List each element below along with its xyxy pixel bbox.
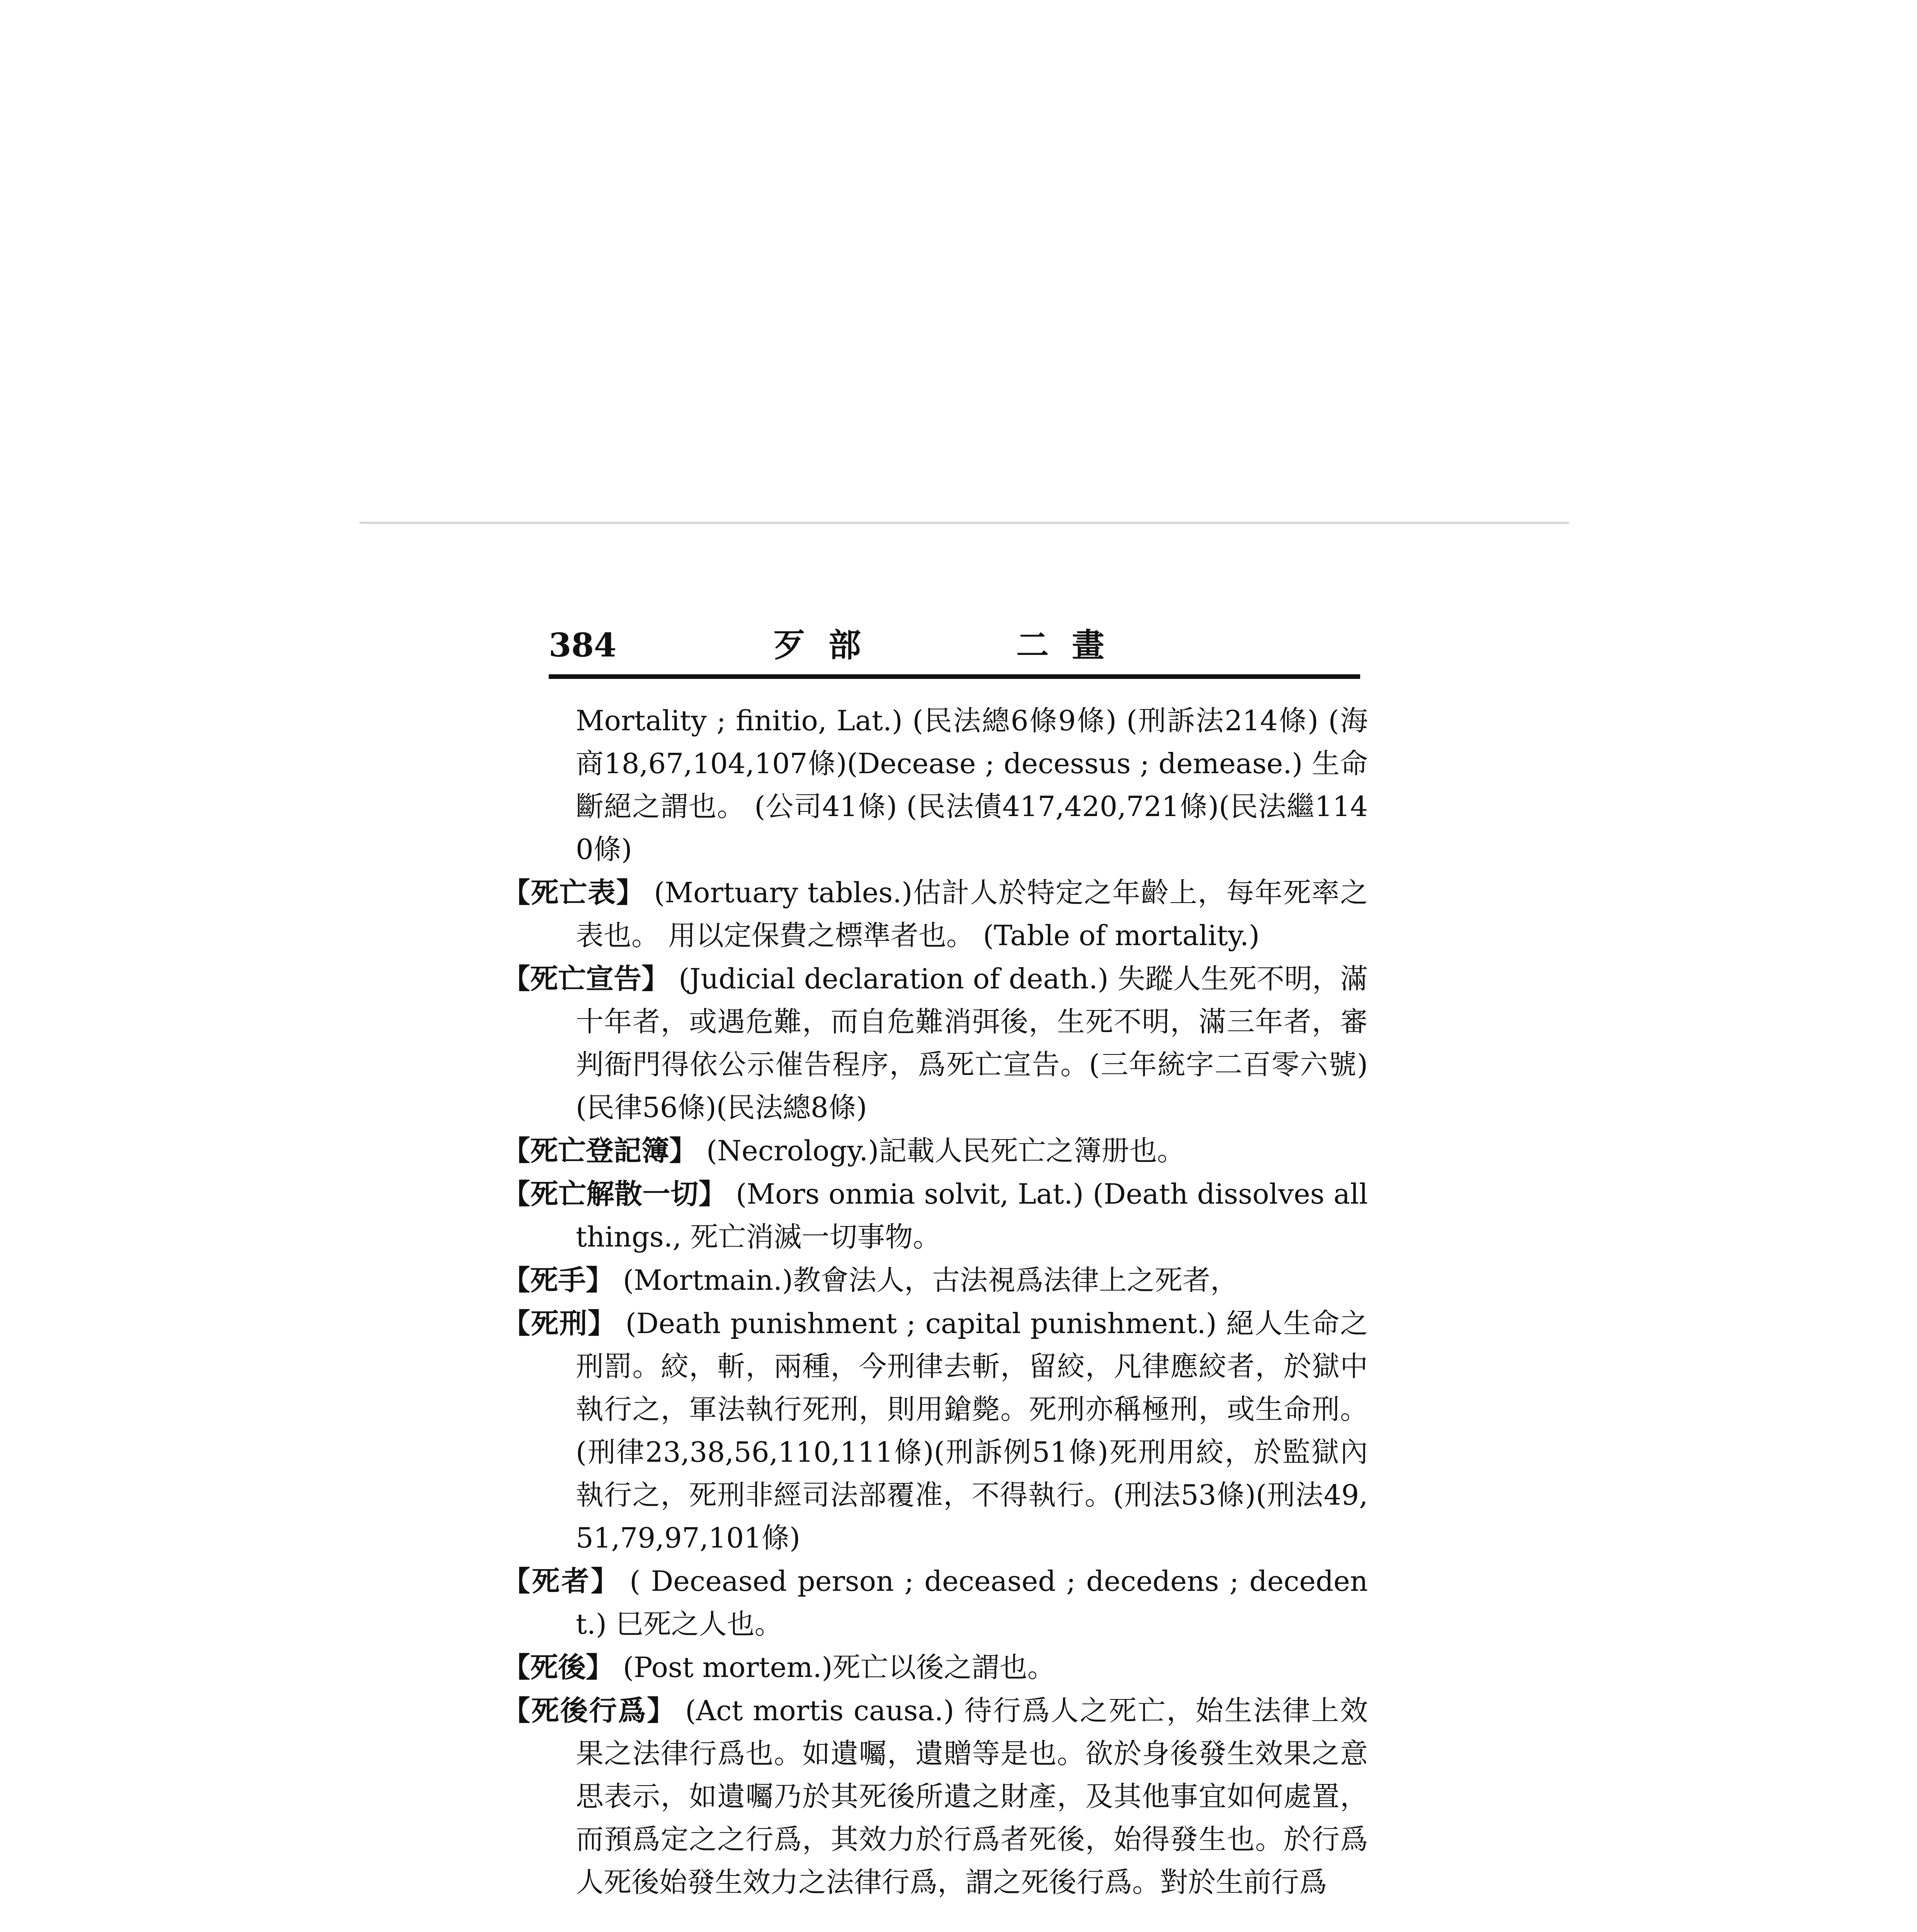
headword: 【死手】	[502, 1264, 614, 1296]
entry-mortmain	[502, 1259, 1368, 1302]
entry-text: (Mors onmia solvit, Lat.) (Death dissolves all things., 死亡消滅一切事物。	[576, 1178, 1368, 1253]
entry-death-table	[502, 871, 1368, 957]
entry-text: (Necrology.)記載人民死亡之簿册也。	[706, 1134, 1185, 1167]
entry-continued	[502, 699, 1368, 871]
entry-text: (Judicial declaration of death.) 失蹤人生死不明，滿十年者，或遇危難，而自危難消弭後，生死不明，滿三年者，審判衙門得依公示催告程序，爲死亡宣告。(三年統字二百零六號)(民律56條)(民法總8條)	[576, 963, 1368, 1124]
header-rule	[549, 674, 1360, 679]
scan-edge-line	[359, 522, 1569, 524]
headword: 【死亡表】	[502, 876, 645, 909]
entry-act-mortis-causa	[502, 1689, 1368, 1904]
entry-text: (Mortmain.)教會法人，古法視爲法律上之死者，	[623, 1264, 1238, 1296]
entry-death-declaration	[502, 957, 1368, 1129]
entry-death-dissolves	[502, 1172, 1368, 1259]
dictionary-entries	[502, 699, 1368, 1904]
headword: 【死後行爲】	[502, 1694, 676, 1727]
entry-text: Mortality ; finitio, Lat.) (民法總6條9條) (刑訴法214條) (海商18,67,104,107條)(Decease ; decessus ; demease.) 生命斷絕之謂也。 (公司41條) (民法債417,420,721條)(民法繼1140條)	[576, 704, 1368, 866]
entry-text: (Mortuary tables.)估計人於特定之年齡上，每年死率之表也。 用以定保費之標準者也。 (Table of mortality.)	[576, 876, 1368, 952]
stroke-count-title: 二畫	[1016, 626, 1128, 664]
page-number: 384	[549, 626, 617, 664]
entry-text: ( Deceased person ; deceased ; decedens ; decedent.) 巳死之人也。	[576, 1565, 1368, 1640]
entry-text: (Death punishment ; capital punishment.) 絕人生命之刑罰。絞，斬，兩種，今刑律去斬，留絞，凡律應絞者，於獄中執行之，軍法執行死刑，則用鎗斃。死刑亦稱極刑，或生命刑。(刑律23,38,56,110,111條)(刑訴例51條)死刑用絞，於監獄內執行之，死刑非經司法部覆准，不得執行。(刑法53條)(刑法49,51,79,97,101條)	[576, 1307, 1368, 1554]
section-title: 歹部	[773, 626, 885, 664]
page-header	[549, 622, 1360, 668]
entry-deceased	[502, 1560, 1368, 1646]
headword: 【死者】	[502, 1565, 621, 1597]
headword: 【死亡登記簿】	[502, 1134, 697, 1167]
entry-death-register	[502, 1129, 1368, 1172]
headword: 【死亡宣告】	[502, 962, 670, 995]
headword: 【死刑】	[502, 1307, 616, 1340]
entry-death-penalty	[502, 1302, 1368, 1560]
entry-text: (Act mortis causa.) 待行爲人之死亡，始生法律上效果之法律行爲也。如遺囑，遺贈等是也。欲於身後發生效果之意思表示，如遺囑乃於其死後所遺之財產，及其他事宜如何處置，而預爲定之之行爲，其效力於行爲者死後，始得發生也。於行爲人死後始發生效力之法律行爲，謂之死後行爲。對於生前行爲	[576, 1694, 1368, 1898]
entry-post-mortem	[502, 1646, 1368, 1689]
entry-text: (Post mortem.)死亡以後之謂也。	[623, 1651, 1055, 1684]
headword: 【死亡解散一切】	[502, 1177, 727, 1210]
headword: 【死後】	[502, 1651, 614, 1684]
